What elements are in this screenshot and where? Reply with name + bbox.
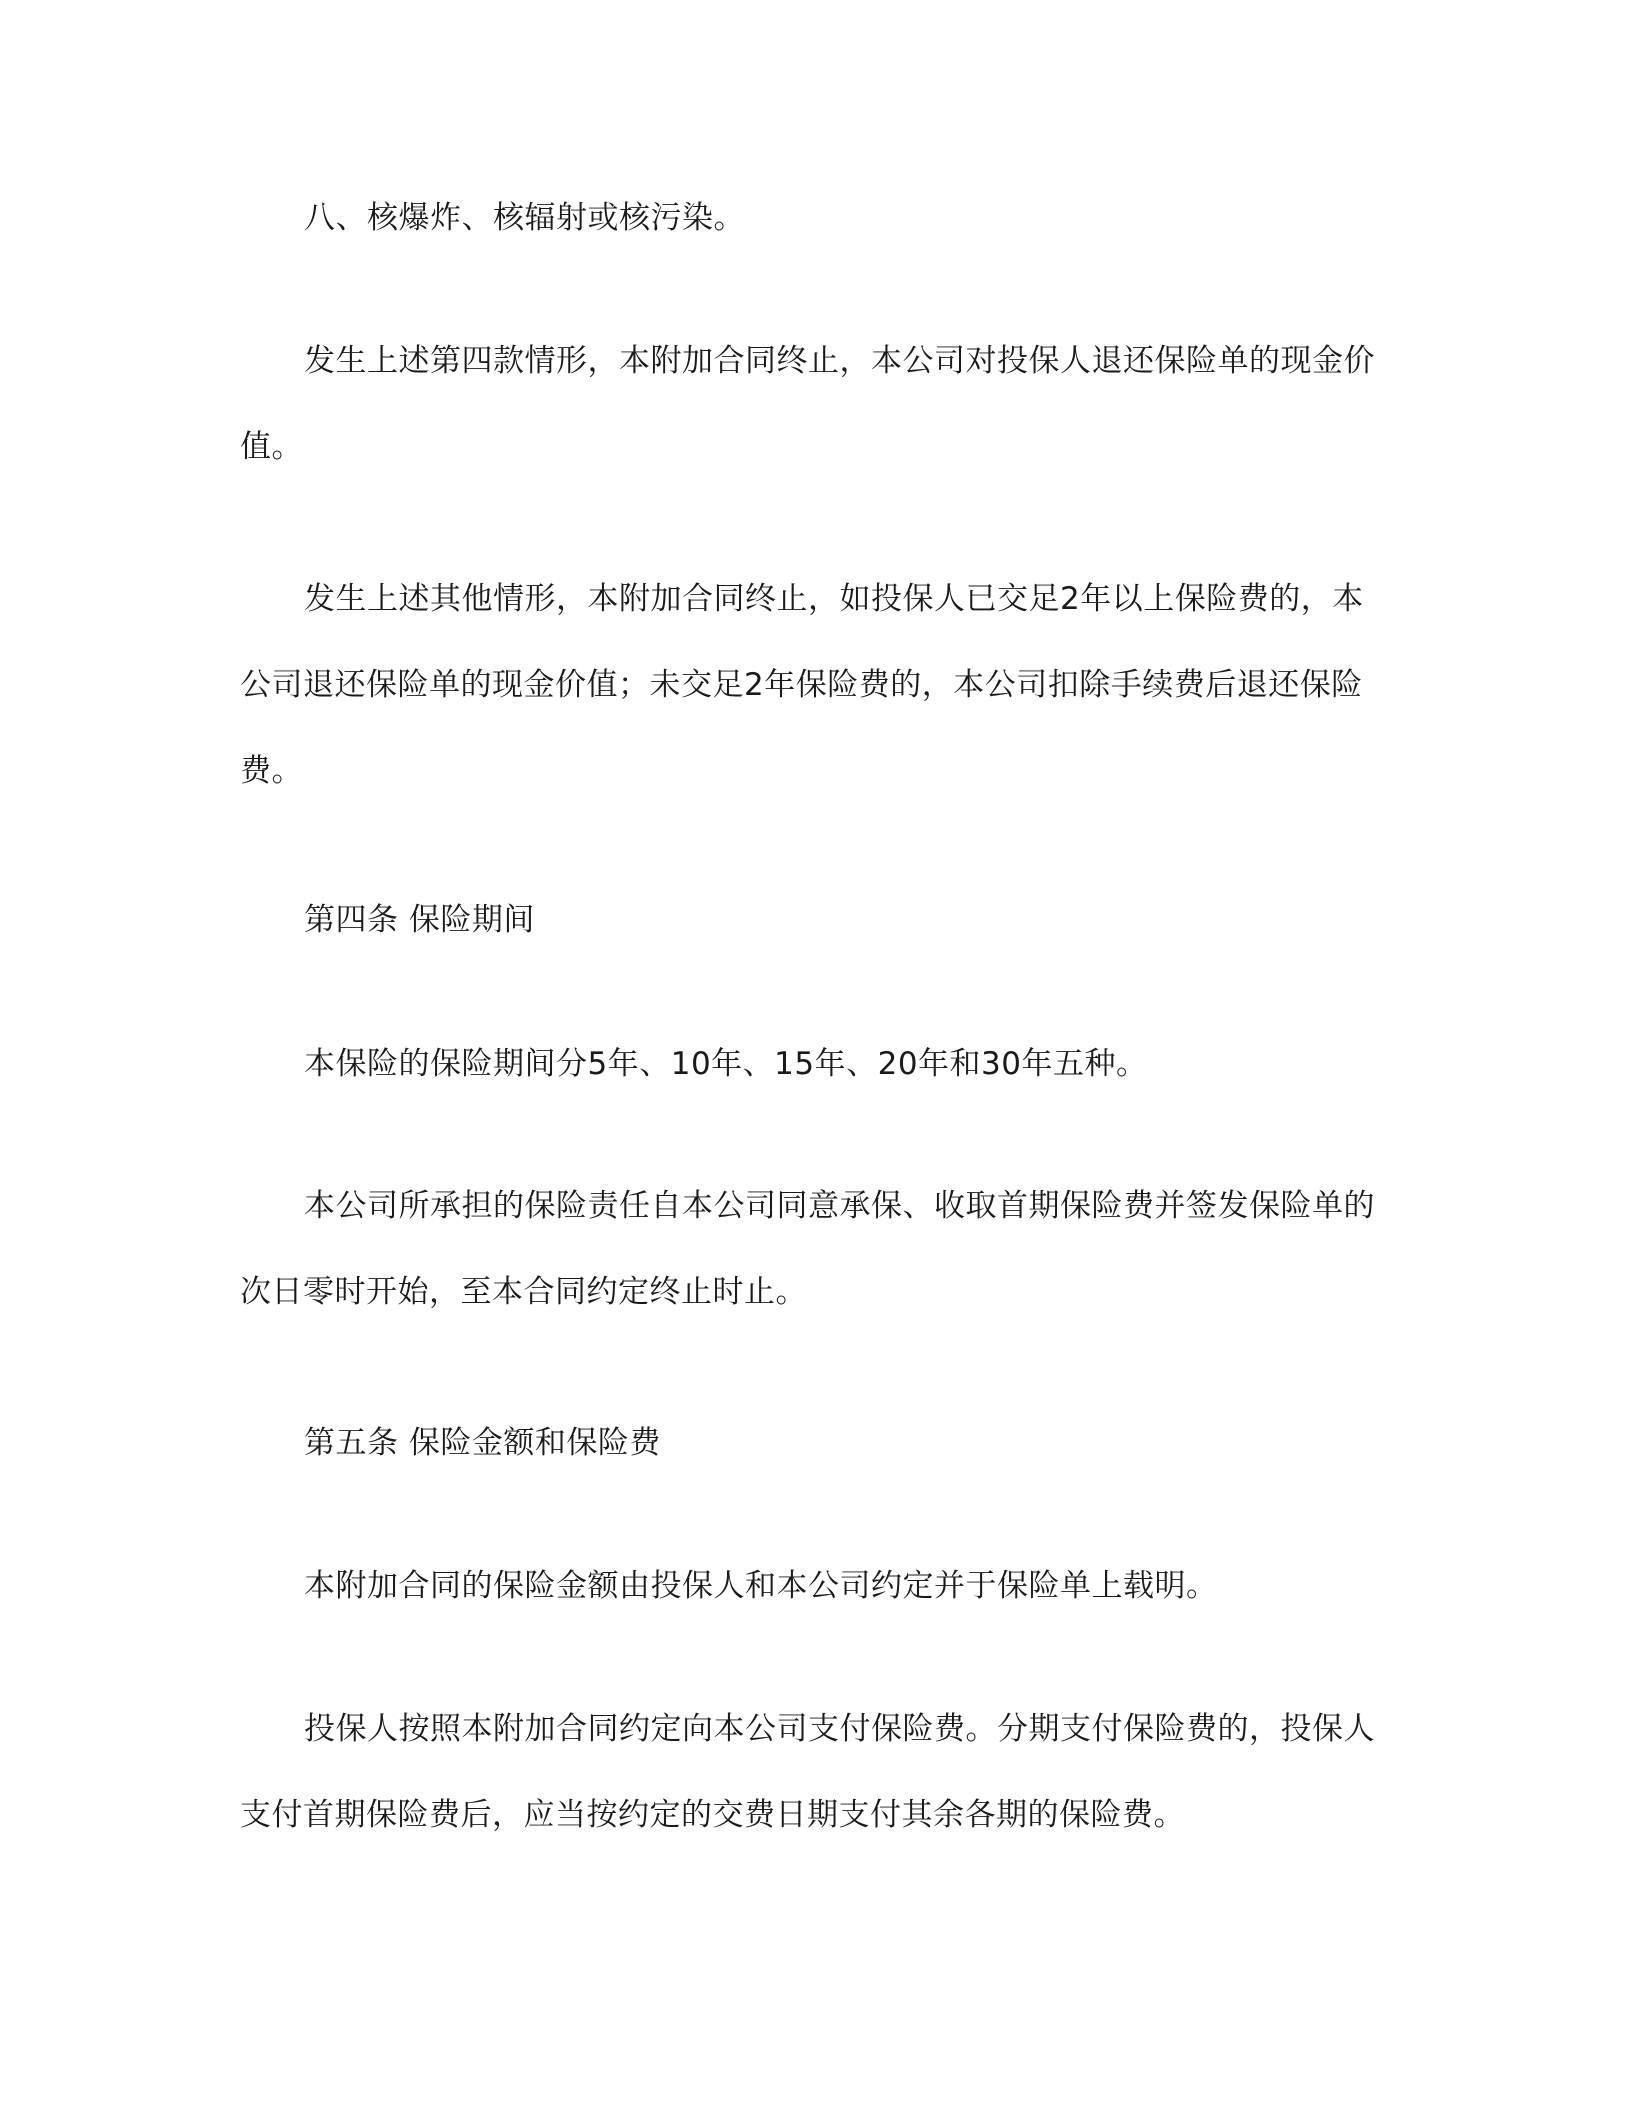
paragraph-item-8-nuclear: 八、核爆炸、核辐射或核污染。 <box>304 200 745 236</box>
paragraph-sum-insured: 本附加合同的保险金额由投保人和本公司约定并于保险单上载明。 <box>304 1568 1218 1604</box>
paragraph-liability-start: 本公司所承担的保险责任自本公司同意承保、收取首期保险费并签发保险单的次日零时开始，至本合同约定终止时止。 <box>240 1188 1375 1310</box>
paragraph-premium-payment: 投保人按照本附加合同约定向本公司支付保险费。分期支付保险费的，投保人支付首期保险费后，应当按约定的交费日期支付其余各期的保险费。 <box>240 1711 1375 1833</box>
paragraph-fourth-case-termination: 发生上述第四款情形，本附加合同终止，本公司对投保人退还保险单的现金价值。 <box>240 343 1375 465</box>
heading-article-5: 第五条 保险金额和保险费 <box>304 1425 661 1461</box>
paragraph-other-cases-termination: 发生上述其他情形，本附加合同终止，如投保人已交足2年以上保险费的，本公司退还保险单的现金价值；未交足2年保险费的，本公司扣除手续费后退还保险费。 <box>240 581 1364 789</box>
heading-article-4: 第四条 保险期间 <box>304 902 535 938</box>
paragraph-insurance-period-options: 本保险的保险期间分5年、10年、15年、20年和30年五种。 <box>304 1046 1148 1082</box>
